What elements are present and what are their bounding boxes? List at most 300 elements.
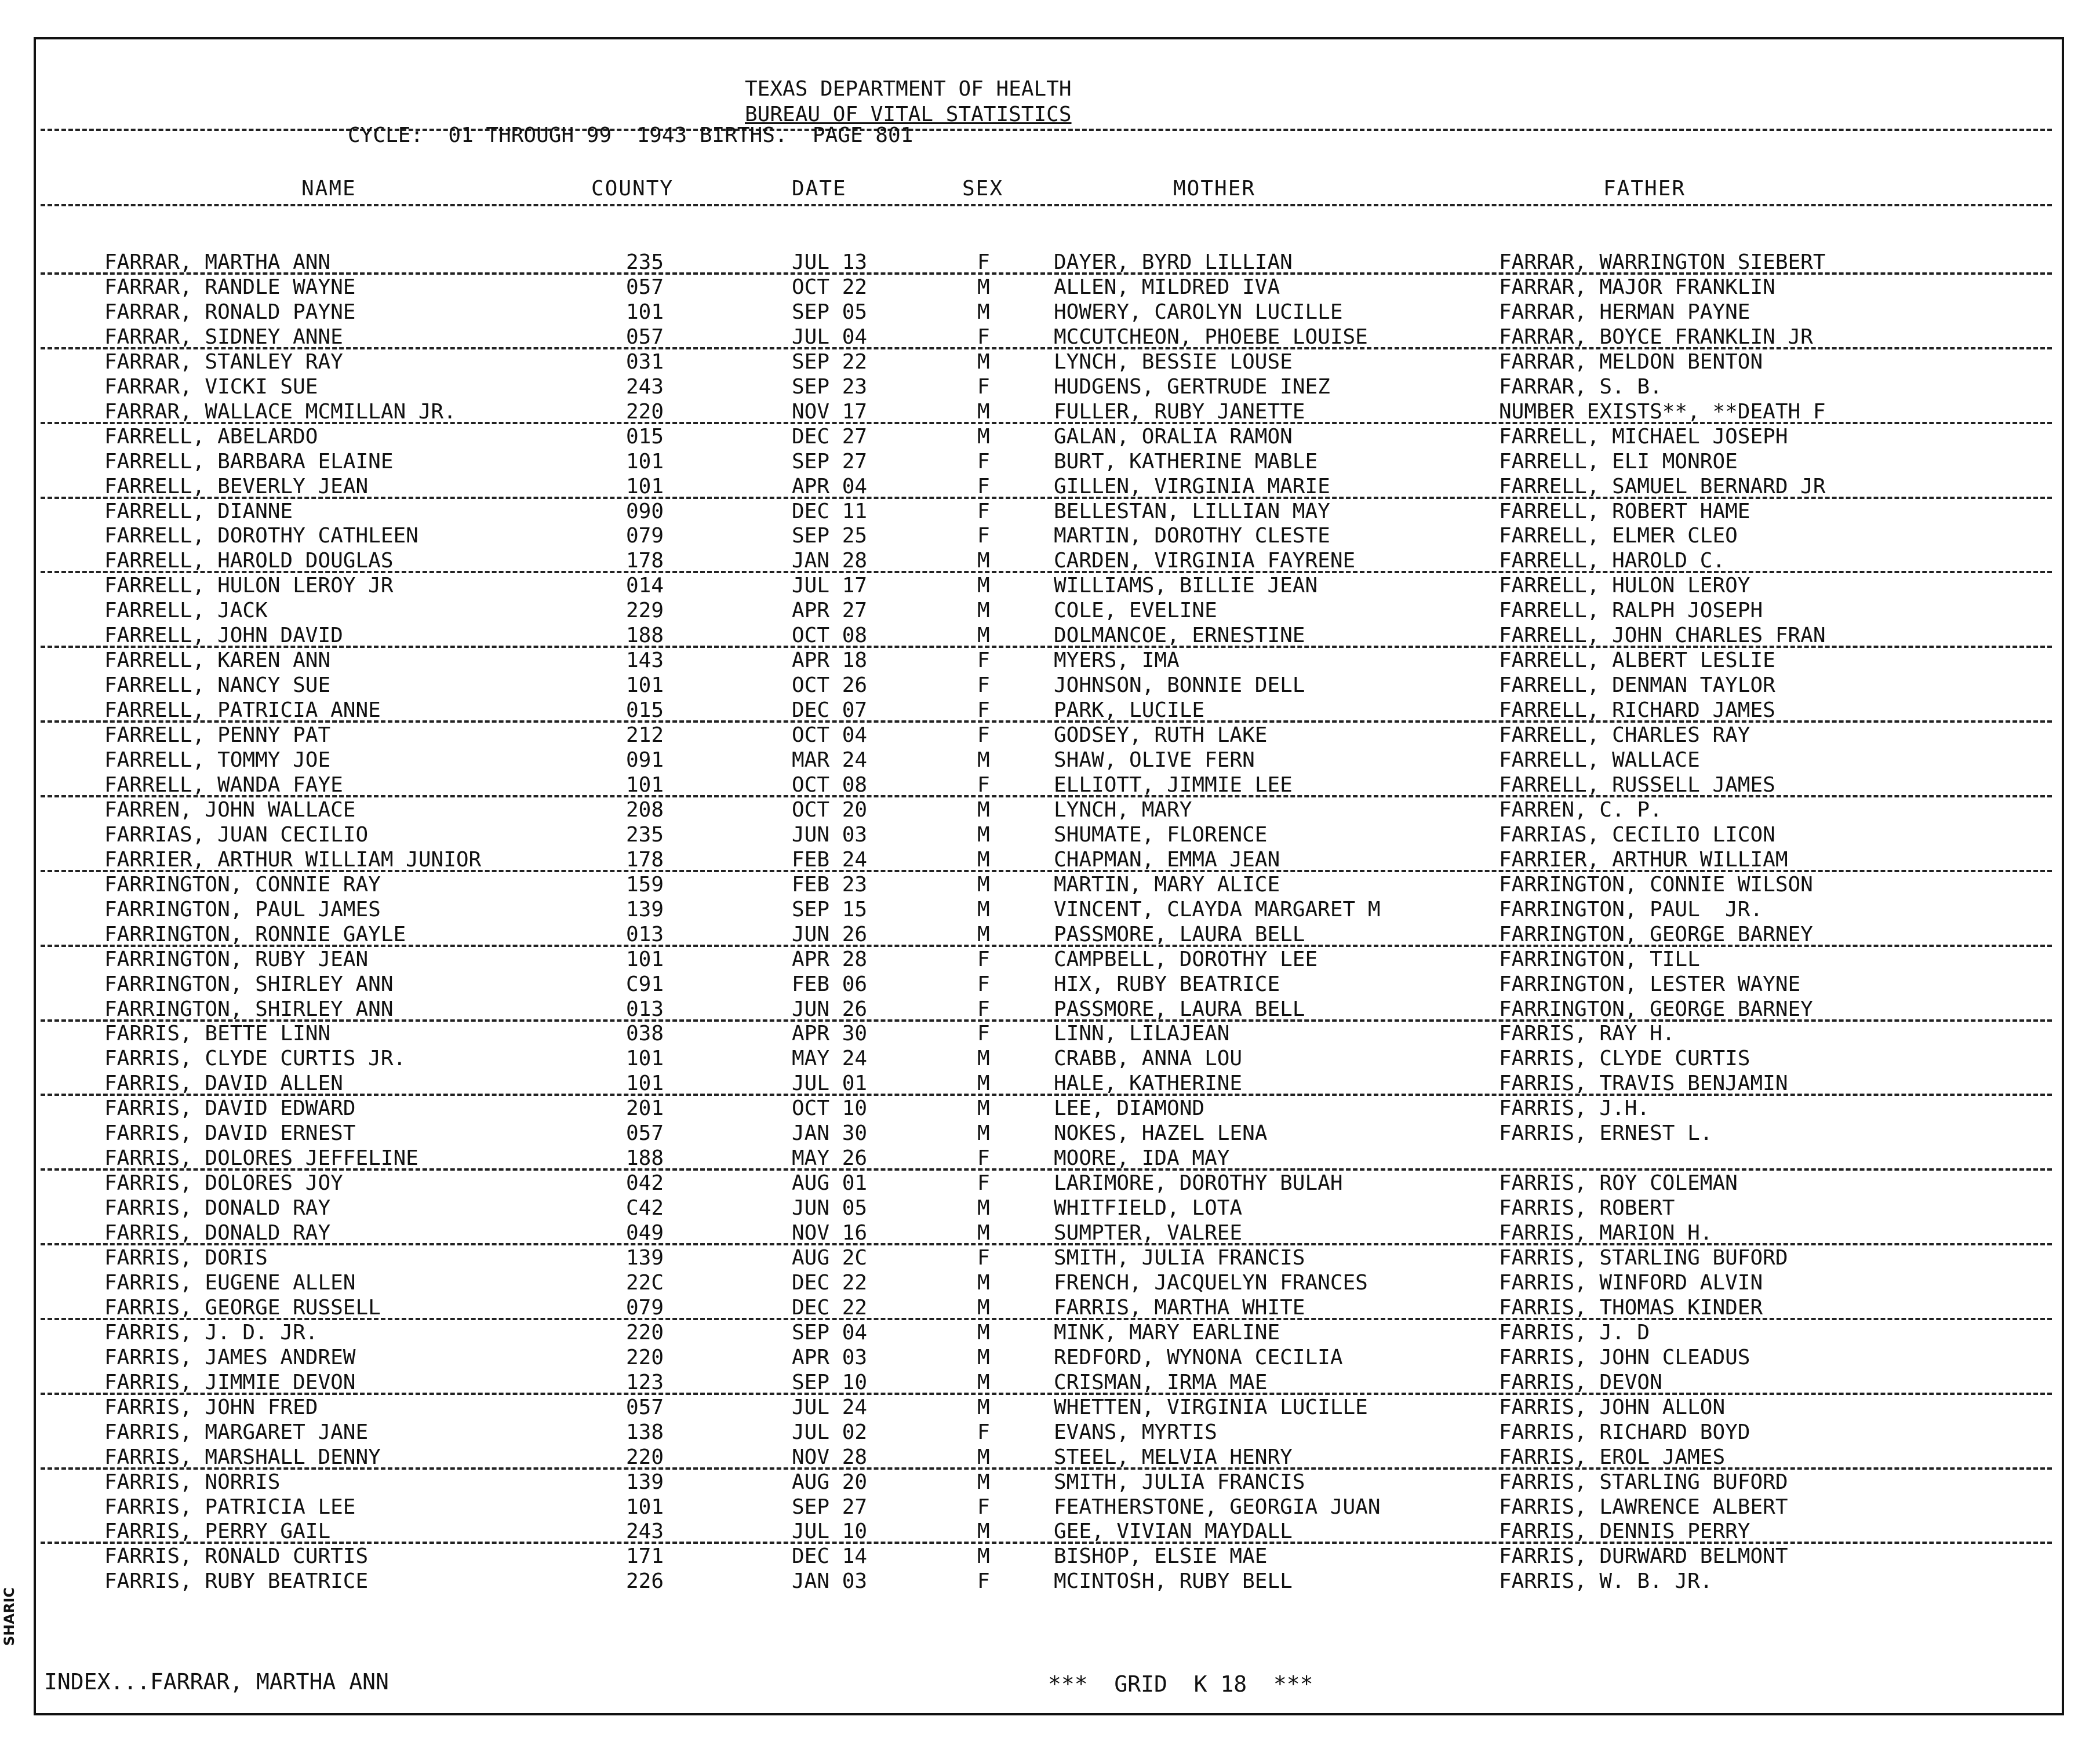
table-row (0, 948, 2100, 972)
row-divider (41, 272, 2052, 275)
cell-mother: MINK, MARY EARLINE (1054, 1321, 1280, 1345)
cell-sex: F (977, 325, 990, 349)
cell-mother: GILLEN, VIRGINIA MARIE (1054, 475, 1330, 498)
cell-name: FARRIS, J. D. JR. (104, 1321, 318, 1345)
cell-father: FARRIAS, CECILIO LICON (1499, 823, 1775, 847)
cell-mother: ALLEN, MILDRED IVA (1054, 275, 1280, 299)
cell-mother: CRISMAN, IRMA MAE (1054, 1371, 1268, 1394)
footer-index: INDEX...FARRAR, MARTHA ANN (44, 1669, 389, 1695)
column-header-father: FATHER (1603, 177, 1686, 201)
table-row (0, 375, 2100, 399)
column-header-name: NAME (301, 177, 356, 201)
cell-sex: F (977, 1246, 990, 1270)
cell-date: JUN 26 (792, 923, 868, 946)
cell-sex: F (977, 698, 990, 722)
cell-date: JUL 02 (792, 1420, 868, 1444)
cell-mother: HUDGENS, GERTRUDE INEZ (1054, 375, 1330, 399)
cell-father: FARRELL, CHARLES RAY (1499, 723, 1750, 747)
cell-sex: M (977, 1371, 990, 1394)
cell-name: FARRIS, DORIS (104, 1246, 268, 1270)
row-divider (41, 945, 2052, 947)
cell-sex: F (977, 1171, 990, 1195)
row-divider (41, 1094, 2052, 1096)
cell-county: 220 (626, 1346, 664, 1369)
cell-sex: F (977, 524, 990, 548)
cell-date: APR 30 (792, 1022, 868, 1045)
cell-date: OCT 08 (792, 773, 868, 797)
cell-date: SEP 15 (792, 898, 868, 921)
cell-father: FARRIS, MARION H. (1499, 1221, 1713, 1245)
table-row (0, 475, 2100, 499)
cell-mother: GEE, VIVIAN MAYDALL (1054, 1520, 1293, 1543)
cell-father: FARRAR, MAJOR FRANKLIN (1499, 275, 1775, 299)
cell-county: 101 (626, 1072, 664, 1095)
cell-date: APR 28 (792, 948, 868, 971)
cell-date: JUL 24 (792, 1395, 868, 1419)
column-header-sex: SEX (962, 177, 1004, 201)
cell-date: SEP 10 (792, 1371, 868, 1394)
cell-name: FARRELL, TOMMY JOE (104, 748, 331, 772)
cell-mother: LYNCH, MARY (1054, 798, 1192, 822)
cell-father: FARRIER, ARTHUR WILLIAM (1499, 848, 1788, 872)
cell-county: 013 (626, 997, 664, 1021)
cell-mother: LEE, DIAMOND (1054, 1096, 1205, 1120)
cell-sex: M (977, 400, 990, 424)
cell-county: 220 (626, 400, 664, 424)
cell-father: FARRAR, WARRINGTON SIEBERT (1499, 250, 1826, 274)
cell-county: 101 (626, 1495, 664, 1519)
cell-name: FARRAR, RANDLE WAYNE (104, 275, 356, 299)
cell-father: FARRIS, JOHN CLEADUS (1499, 1346, 1750, 1369)
table-row (0, 524, 2100, 548)
cell-father: FARRIS, ERNEST L. (1499, 1121, 1713, 1145)
cell-father: FARRELL, MICHAEL JOSEPH (1499, 425, 1788, 449)
cell-county: 178 (626, 549, 664, 573)
header-cycle: CYCLE: 01 THROUGH 99 1943 BIRTHS. PAGE 801 (348, 123, 913, 147)
cell-mother: GODSEY, RUTH LAKE (1054, 723, 1268, 747)
cell-date: SEP 22 (792, 350, 868, 374)
cell-sex: F (977, 1495, 990, 1519)
cell-sex: F (977, 500, 990, 523)
cell-date: SEP 23 (792, 375, 868, 399)
table-row (0, 1196, 2100, 1220)
cell-name: FARRELL, NANCY SUE (104, 673, 331, 697)
row-divider (41, 1393, 2052, 1395)
cell-father: FARRIS, STARLING BUFORD (1499, 1246, 1788, 1270)
cell-mother: MYERS, IMA (1054, 648, 1180, 672)
cell-date: DEC 07 (792, 698, 868, 722)
cell-mother: HIX, RUBY BEATRICE (1054, 972, 1280, 996)
cell-name: FARRAR, RONALD PAYNE (104, 300, 356, 324)
cell-county: 101 (626, 673, 664, 697)
header-agency: TEXAS DEPARTMENT OF HEALTH (745, 77, 1072, 101)
row-divider (41, 571, 2052, 573)
table-row (0, 1371, 2100, 1395)
cell-date: SEP 27 (792, 1495, 868, 1519)
cell-county: 220 (626, 1445, 664, 1469)
cell-name: FARRIS, DAVID ERNEST (104, 1121, 356, 1145)
footer-grid: *** GRID K 18 *** (1048, 1671, 1313, 1697)
cell-county: 031 (626, 350, 664, 374)
row-divider (41, 1243, 2052, 1245)
cell-sex: M (977, 898, 990, 921)
cell-mother: MOORE, IDA MAY (1054, 1146, 1230, 1170)
cell-father: FARRINGTON, GEORGE BARNEY (1499, 997, 1813, 1021)
cell-sex: M (977, 300, 990, 324)
cell-mother: STEEL, MELVIA HENRY (1054, 1445, 1293, 1469)
cell-sex: M (977, 549, 990, 573)
cell-date: JUL 10 (792, 1520, 868, 1543)
cell-sex: M (977, 275, 990, 299)
cell-county: 138 (626, 1420, 664, 1444)
cell-date: SEP 04 (792, 1321, 868, 1345)
row-divider (41, 1467, 2052, 1470)
table-row (0, 972, 2100, 997)
cell-name: FARRELL, PENNY PAT (104, 723, 331, 747)
table-row (0, 1121, 2100, 1146)
cell-father: FARRIS, CLYDE CURTIS (1499, 1047, 1750, 1070)
cell-name: FARRAR, MARTHA ANN (104, 250, 331, 274)
cell-father: FARRELL, ELI MONROE (1499, 450, 1738, 473)
cell-father: FARRIS, TRAVIS BENJAMIN (1499, 1072, 1788, 1095)
cell-sex: F (977, 1569, 990, 1593)
cell-sex: F (977, 475, 990, 498)
cell-county: 101 (626, 475, 664, 498)
cell-date: NOV 28 (792, 1445, 868, 1469)
row-divider (41, 347, 2052, 349)
cell-date: MAY 24 (792, 1047, 868, 1070)
cell-county: 159 (626, 873, 664, 897)
cell-name: FARRELL, ABELARDO (104, 425, 318, 449)
table-row (0, 1445, 2100, 1470)
cell-sex: F (977, 723, 990, 747)
cell-county: C91 (626, 972, 664, 996)
row-divider (41, 1168, 2052, 1171)
cell-name: FARRELL, DIANNE (104, 500, 293, 523)
cell-mother: SHAW, OLIVE FERN (1054, 748, 1255, 772)
cell-county: 143 (626, 648, 664, 672)
cell-date: AUG 20 (792, 1470, 868, 1494)
table-row (0, 1296, 2100, 1320)
cell-mother: VINCENT, CLAYDA MARGARET M (1054, 898, 1381, 921)
cell-county: 212 (626, 723, 664, 747)
cell-county: 049 (626, 1221, 664, 1245)
cell-county: 188 (626, 624, 664, 647)
cell-name: FARRIS, PERRY GAIL (104, 1520, 331, 1543)
cell-county: 229 (626, 599, 664, 622)
cell-date: JUN 26 (792, 997, 868, 1021)
cell-date: AUG 01 (792, 1171, 868, 1195)
table-row (0, 450, 2100, 474)
cell-sex: F (977, 972, 990, 996)
cell-father: FARRINGTON, GEORGE BARNEY (1499, 923, 1813, 946)
table-row (0, 673, 2100, 698)
cell-sex: M (977, 848, 990, 872)
table-row (0, 848, 2100, 872)
cell-name: FARRINGTON, RUBY JEAN (104, 948, 369, 971)
cell-father: FARRIS, LAWRENCE ALBERT (1499, 1495, 1788, 1519)
cell-date: SEP 05 (792, 300, 868, 324)
cell-mother: BELLESTAN, LILLIAN MAY (1054, 500, 1330, 523)
cell-mother: CHAPMAN, EMMA JEAN (1054, 848, 1280, 872)
cell-mother: DOLMANCOE, ERNESTINE (1054, 624, 1305, 647)
cell-father: FARRIS, STARLING BUFORD (1499, 1470, 1788, 1494)
cell-mother: REDFORD, WYNONA CECILIA (1054, 1346, 1343, 1369)
table-row (0, 300, 2100, 325)
cell-name: FARRIS, DONALD RAY (104, 1196, 331, 1220)
cell-date: DEC 14 (792, 1544, 868, 1568)
table-row (0, 698, 2100, 723)
cell-sex: M (977, 823, 990, 847)
table-row (0, 599, 2100, 623)
cell-sex: M (977, 1047, 990, 1070)
cell-father: FARRELL, ELMER CLEO (1499, 524, 1738, 548)
cell-sex: M (977, 1072, 990, 1095)
cell-mother: MCCUTCHEON, PHOEBE LOUISE (1054, 325, 1368, 349)
cell-county: 235 (626, 250, 664, 274)
cell-name: FARRIS, JOHN FRED (104, 1395, 318, 1419)
cell-father: FARRELL, SAMUEL BERNARD JR (1499, 475, 1826, 498)
table-row (0, 1495, 2100, 1520)
cell-father: FARRIS, DENNIS PERRY (1499, 1520, 1750, 1543)
table-row (0, 624, 2100, 648)
cell-mother: CRABB, ANNA LOU (1054, 1047, 1243, 1070)
cell-mother: SMITH, JULIA FRANCIS (1054, 1470, 1305, 1494)
cell-county: 171 (626, 1544, 664, 1568)
cell-father: FARRIS, RAY H. (1499, 1022, 1675, 1045)
cell-county: 208 (626, 798, 664, 822)
cell-county: 038 (626, 1022, 664, 1045)
cell-county: 079 (626, 1296, 664, 1320)
cell-county: C42 (626, 1196, 664, 1220)
cell-county: 101 (626, 450, 664, 473)
cell-name: FARRIS, CLYDE CURTIS JR. (104, 1047, 406, 1070)
cell-name: FARRIS, EUGENE ALLEN (104, 1271, 356, 1295)
cell-sex: M (977, 798, 990, 822)
cell-name: FARRIS, DONALD RAY (104, 1221, 331, 1245)
cell-name: FARRIS, DOLORES JEFFELINE (104, 1146, 418, 1170)
cell-mother: WHETTEN, VIRGINIA LUCILLE (1054, 1395, 1368, 1419)
row-divider (41, 720, 2052, 723)
cell-mother: LYNCH, BESSIE LOUSE (1054, 350, 1293, 374)
table-row (0, 1096, 2100, 1121)
cell-mother: FRENCH, JACQUELYN FRANCES (1054, 1271, 1368, 1295)
cell-date: JAN 03 (792, 1569, 868, 1593)
cell-name: FARRIAS, JUAN CECILIO (104, 823, 369, 847)
cell-date: NOV 17 (792, 400, 868, 424)
cell-sex: F (977, 250, 990, 274)
cell-sex: M (977, 873, 990, 897)
cell-mother: NOKES, HAZEL LENA (1054, 1121, 1268, 1145)
cell-mother: EVANS, MYRTIS (1054, 1420, 1217, 1444)
cell-date: SEP 25 (792, 524, 868, 548)
cell-mother: FARRIS, MARTHA WHITE (1054, 1296, 1305, 1320)
cell-father: FARRINGTON, PAUL JR. (1499, 898, 1763, 921)
cell-father: FARRIS, J. D (1499, 1321, 1650, 1345)
table-row (0, 350, 2100, 374)
cell-date: OCT 08 (792, 624, 868, 647)
cell-name: FARRELL, BARBARA ELAINE (104, 450, 394, 473)
header-bureau: BUREAU OF VITAL STATISTICS (745, 103, 1072, 126)
cell-date: OCT 22 (792, 275, 868, 299)
cell-sex: M (977, 1346, 990, 1369)
cell-sex: F (977, 1022, 990, 1045)
cell-sex: F (977, 648, 990, 672)
row-divider (41, 795, 2052, 797)
column-header-date: DATE (792, 177, 847, 201)
cell-mother: DAYER, BYRD LILLIAN (1054, 250, 1293, 274)
cell-mother: BURT, KATHERINE MABLE (1054, 450, 1318, 473)
table-row (0, 1146, 2100, 1171)
cell-date: JAN 30 (792, 1121, 868, 1145)
cell-father: FARRIS, ROBERT (1499, 1196, 1675, 1220)
cell-mother: ELLIOTT, JIMMIE LEE (1054, 773, 1293, 797)
cell-sex: F (977, 997, 990, 1021)
row-divider (41, 497, 2052, 499)
cell-date: OCT 04 (792, 723, 868, 747)
cell-father: FARRIS, DURWARD BELMONT (1499, 1544, 1788, 1568)
cell-county: 015 (626, 425, 664, 449)
cell-date: DEC 22 (792, 1271, 868, 1295)
cell-sex: M (977, 1121, 990, 1145)
cell-county: 015 (626, 698, 664, 722)
cell-county: 235 (626, 823, 664, 847)
cell-father: FARRAR, S. B. (1499, 375, 1662, 399)
cell-county: 101 (626, 300, 664, 324)
cell-father: FARRIS, J.H. (1499, 1096, 1650, 1120)
cell-county: 014 (626, 574, 664, 597)
cell-name: FARRIS, PATRICIA LEE (104, 1495, 356, 1519)
cell-sex: M (977, 599, 990, 622)
cell-county: 139 (626, 1246, 664, 1270)
cell-name: FARRAR, SIDNEY ANNE (104, 325, 343, 349)
cell-sex: M (977, 425, 990, 449)
cell-mother: CAMPBELL, DOROTHY LEE (1054, 948, 1318, 971)
cell-date: FEB 24 (792, 848, 868, 872)
table-row (0, 250, 2100, 275)
table-row (0, 275, 2100, 300)
cell-mother: GALAN, ORALIA RAMON (1054, 425, 1293, 449)
table-row (0, 773, 2100, 797)
table-row (0, 1470, 2100, 1495)
cell-father: FARRELL, HULON LEROY (1499, 574, 1750, 597)
cell-mother: MCINTOSH, RUBY BELL (1054, 1569, 1293, 1593)
table-row (0, 1395, 2100, 1420)
cell-name: FARRIS, JIMMIE DEVON (104, 1371, 356, 1394)
table-row (0, 873, 2100, 897)
cell-county: 090 (626, 500, 664, 523)
cell-sex: F (977, 375, 990, 399)
cell-county: 057 (626, 1121, 664, 1145)
table-row (0, 798, 2100, 822)
cell-mother: PASSMORE, LAURA BELL (1054, 923, 1305, 946)
cell-father: FARRIS, WINFORD ALVIN (1499, 1271, 1763, 1295)
cell-mother: SHUMATE, FLORENCE (1054, 823, 1268, 847)
table-row (0, 425, 2100, 449)
cell-father: FARRAR, HERMAN PAYNE (1499, 300, 1750, 324)
cell-sex: M (977, 1271, 990, 1295)
table-row (0, 923, 2100, 947)
cell-father: FARRELL, WALLACE (1499, 748, 1700, 772)
cell-name: FARRELL, JACK (104, 599, 268, 622)
cell-name: FARRINGTON, SHIRLEY ANN (104, 972, 394, 996)
cell-county: 139 (626, 1470, 664, 1494)
cell-sex: M (977, 923, 990, 946)
cell-name: FARRELL, DOROTHY CATHLEEN (104, 524, 418, 548)
table-row (0, 898, 2100, 922)
cell-father: FARREN, C. P. (1499, 798, 1662, 822)
cell-mother: BISHOP, ELSIE MAE (1054, 1544, 1268, 1568)
cell-mother: PARK, LUCILE (1054, 698, 1205, 722)
column-header-county: COUNTY (591, 177, 674, 201)
cell-sex: M (977, 1395, 990, 1419)
cell-county: 201 (626, 1096, 664, 1120)
cell-name: FARRINGTON, SHIRLEY ANN (104, 997, 394, 1021)
table-row (0, 1246, 2100, 1270)
cell-mother: HOWERY, CAROLYN LUCILLE (1054, 300, 1343, 324)
cell-date: JAN 28 (792, 549, 868, 573)
cell-father: FARRELL, ALBERT LESLIE (1499, 648, 1775, 672)
table-row (0, 648, 2100, 673)
cell-mother: MARTIN, MARY ALICE (1054, 873, 1280, 897)
cell-date: JUL 13 (792, 250, 868, 274)
table-row (0, 748, 2100, 773)
cell-father: FARRIS, EROL JAMES (1499, 1445, 1726, 1469)
cell-date: JUN 03 (792, 823, 868, 847)
cell-mother: PASSMORE, LAURA BELL (1054, 997, 1305, 1021)
row-divider (41, 1318, 2052, 1320)
table-row (0, 823, 2100, 847)
cell-father: FARRIS, W. B. JR. (1499, 1569, 1713, 1593)
table-row (0, 500, 2100, 524)
cell-county: 079 (626, 524, 664, 548)
cell-county: 243 (626, 375, 664, 399)
cell-mother: WHITFIELD, LOTA (1054, 1196, 1243, 1220)
cell-father: FARRELL, HAROLD C. (1499, 549, 1726, 573)
cell-date: JUN 05 (792, 1196, 868, 1220)
cell-date: FEB 06 (792, 972, 868, 996)
cell-date: FEB 23 (792, 873, 868, 897)
cell-sex: F (977, 773, 990, 797)
cell-sex: M (977, 1544, 990, 1568)
cell-date: JUL 04 (792, 325, 868, 349)
cell-name: FARRIS, RONALD CURTIS (104, 1544, 369, 1568)
cell-sex: F (977, 673, 990, 697)
cell-county: 188 (626, 1146, 664, 1170)
cell-father: FARRIS, RICHARD BOYD (1499, 1420, 1750, 1444)
cell-county: 178 (626, 848, 664, 872)
table-row (0, 1520, 2100, 1544)
cell-name: FARRIS, MARSHALL DENNY (104, 1445, 381, 1469)
table-row (0, 1072, 2100, 1096)
cell-sex: M (977, 574, 990, 597)
cell-sex: F (977, 1420, 990, 1444)
table-row (0, 1171, 2100, 1196)
table-row (0, 1321, 2100, 1345)
cell-name: FARRAR, WALLACE MCMILLAN JR. (104, 400, 456, 424)
cell-county: 22C (626, 1271, 664, 1295)
cell-date: APR 27 (792, 599, 868, 622)
cell-date: DEC 27 (792, 425, 868, 449)
cell-mother: COLE, EVELINE (1054, 599, 1217, 622)
cell-name: FARRINGTON, CONNIE RAY (104, 873, 381, 897)
cell-name: FARRINGTON, PAUL JAMES (104, 898, 381, 921)
cell-father: FARRELL, RALPH JOSEPH (1499, 599, 1763, 622)
cell-name: FARRELL, JOHN DAVID (104, 624, 343, 647)
cell-date: JUL 01 (792, 1072, 868, 1095)
cell-name: FARRINGTON, RONNIE GAYLE (104, 923, 406, 946)
cell-county: 042 (626, 1171, 664, 1195)
